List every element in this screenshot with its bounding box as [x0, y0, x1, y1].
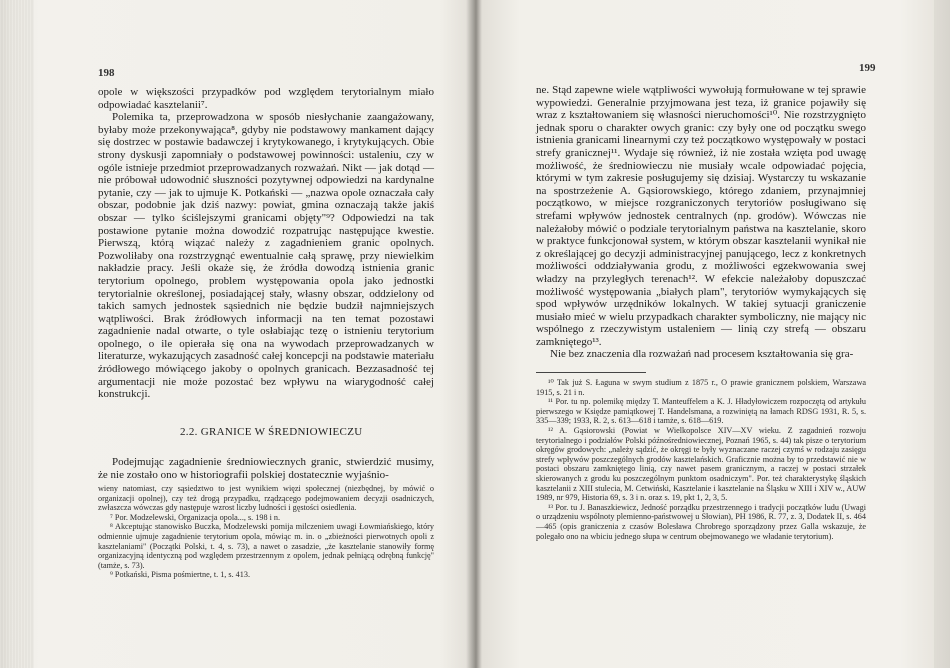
left-body-text — [98, 86, 434, 401]
paragraph: opole w większości przypadków pod względem terytorialnym miało odpowiadać kasztelanii⁷. — [98, 86, 434, 111]
footnote: ¹³ Por. tu J. Banaszkiewicz, Jedność porządku przestrzennego i tradycji początków ludu (Uwagi o urządzeniu wspólnoty plemienno-państwowej u Słowian), PH 1986, R. 77, z. 3, Dodatek II, s. 464—465 (opis graniczenia z czasów Bolesława Chrobrego sporządzony przez Galla wskazuje, że polegało ono na wbiciu jednego słupa w centrum obejmowanego we władanie terytorium). — [536, 502, 866, 541]
section-heading: 2.2. GRANICE W ŚREDNIOWIECZU — [180, 426, 363, 438]
footnote: ¹¹ Por. tu np. polemikę między T. Manteuffelem a K. J. Hładyłowiczem rozpoczętą od artykułu pierwszego w Księdze pamiątkowej T. Handelsmana, a rozwiniętą na łamach RDSG 1931, R. 5, s. 335—339; 1933, R. 2, s. 613—618 i tamże, s. 618—619. — [536, 397, 866, 426]
paragraph: ne. Stąd zapewne wiele wątpliwości wywołują formułowane w tej sprawie wypowiedzi. Generalnie przyjmowana jest teza, iż granice pojawiły się wraz z kształtowaniem się własności nieruchomości¹⁰. Nie rozstrzygnięto jednak sporu o charakter owych granic: czy były one od początku swego istnienia granicami linearnymi czy też początkowo występowały w postaci strefy granicznej¹¹. Wydaje się również, iż nie została wzięta pod uwagę możliwość, że średniowieczu nie musiały wcale odpowiadać pojęcia, którymi w tym zakresie posługujemy się dzisiaj. Wystarczy tu wskazanie na spostrzeżenie A. Gąsiorowskiego, którego zdaniem, przynajmniej początkowo, w miejsce rozgraniczonych terytoriów posługiwano się strefami wpływów jednostek centralnych (np. grodów). Wówczas nie należałoby mówić o podziale terytorialnym państwa na kasztelanie, skoro w praktyce funkcjonował system, w którym obszar kasztelanii wynikał nie z określającej go decyzji administracyjnej panującego, lecz z konkretnych możliwości oddziaływania grodu, z możliwości egzekwowania swej władzy na przyległych terenach¹². W efekcie należałoby dopuszczać możliwość występowania „białych plam", terytoriów wymykających się spod wpływów urzędników lokalnych. W takiej sytuacji graniczenie musiało mieć w wielu przypadkach charakter symboliczny, nie mający nic wspólnego z rzeczywistym ustaleniem — linią czy strefą — obszaru zamkniętego¹³. — [536, 84, 866, 348]
paragraph: Polemika ta, przeprowadzona w sposób niesłychanie zaangażowany, byłaby może przekonywająca⁸, gdyby nie podstawowy mankament dający się dostrzec w postawie badawczej i krytykowanego, i krytykujących. Obie strony dyskusji zapomniały o podstawowej powinności: ustaleniu, czy w ogóle istnieje przedmiot przeprowadzanych rozważań. Nikt — jak dotąd — nie próbował udowodnić słuszności pozytywnej odpowiedzi na kardynalne pytanie, czy — jak to ujmuje K. Potkański — „nazwa opole oznaczała cały obszar, podobnie jak dziś nazwy: powiat, gmina oznaczają także jakiś obszar — tylko ściślejszymi granicami objęty"⁹? Odpowiedzi na tak postawione pytanie można dowodzić rozpatrując następujące kwestie. Pierwszą, którą wiązać należy z zagadnieniem granic opolnych. Pozwoliłaby ona rozstrzygnąć ewentualnie całą sprawę, przy niewielkim nakładzie pracy. Jeśli okaże się, że źródła dowodzą istnienia granic terytorium opolnego, problem występowania opola jako jednostki terytorialnie określonej, posiadającej stały, własny obszar, oddzielony od takich samych jednostek sąsiednich nie będzie budził najmniejszych wątpliwości. Brak źródłowych informacji na ten temat pozostawi zagadnienie nadal otwarte, o tyle osłabiając tezę o istnieniu terytorium opolnego, o ile opierała się ona na wywodach przeprowadzanych w literaturze, wykazujących zasadność całej koncepcji na podstawie materiału źródłowego mówiącego jakoby o opolnych granicach. Bezzasadność tej argumentacji nie może pozostać bez wpływu na wiarygodność całej konstrukcji. — [98, 111, 434, 401]
page-number: 199 — [859, 62, 876, 74]
footnote: ¹⁰ Tak już S. Łaguna w swym studium z 1875 r., O prawie granicznem polskiem, Warszawa 1915, s. 21 i n. — [536, 378, 866, 397]
left-footnotes — [98, 484, 434, 580]
right-body-text — [536, 84, 866, 361]
footnote: ⁹ Potkański, Pisma pośmiertne, t. 1, s. 413. — [110, 570, 250, 580]
footnote: ¹² A. Gąsiorowski (Powiat w Wielkopolsce XIV—XV wieku. Z zagadnień rozwoju terytorialnego i podziałów Polski późnośredniowiecznej, Poznań 1965, s. 44) tak pisze o terytorium okręgów grodowych: „należy sądzić, że okręgi te były wyznaczane raczej czymś w rodzaju zasięgu strefy wpływów poszczególnych grodów kasztelańskich. Graficznie można by to przedstawić nie w postaci obszaru zamkniętego linią, czy nawet pasem granicznym, a raczej w postaci strzałek skierowanych z grodu ku poszczególnym punktom osadniczym". Por. też charakterystykę śląskich kasztelanii z XIII stulecia, M. Cetwiński, Kasztelanie i kasztelanie na Śląsku w XIII i XIV w., AUW 1989, nr 979, Historia 69, s. 3 i n. oraz s. 19, pkt 1, 2, 3, 5. — [536, 425, 866, 503]
footnote-continuation: wieny natomiast, czy sąsiedztwo to jest wynikiem więzi społecznej (niezbędnej, by mówić o organizacji opolnej), czy też drogą przypadku, rządzącego podejmowaniem decyzji osadniczych, zwłaszcza wówczas gdy następuje wzrost liczby ludności i gęstości osiedlenia. — [98, 484, 434, 513]
section-intro — [98, 456, 434, 481]
paragraph: Nie bez znaczenia dla rozważań nad procesem kształtowania się gra- — [550, 348, 854, 361]
page-number: 198 — [98, 67, 115, 79]
footnote-separator — [536, 372, 646, 373]
right-footnotes — [536, 378, 866, 541]
right-page — [478, 0, 950, 668]
footnote: ⁸ Akceptując stanowisko Buczka, Modzelewski pomija milczeniem uwagi Łowmiańskiego, który odmiennie ujmuje zagadnienie terytorium opola, mówiąc m. in. o „zbieżności pierwotnych opoli z kasztelaniami" (Początki Polski, t. 4, s. 73), a nawet o zasadzie, „że kasztelanie stanowiły formę organizacyjną identyczną pod względem przestrzennym z opolem, jednak pełniącą odrębną funkcję" (tamże, s. 73). — [98, 522, 434, 570]
footnote: ⁷ Por. Modzelewski, Organizacja opola..., s. 198 i n. — [110, 512, 281, 522]
paragraph: Podejmując zagadnienie średniowiecznych granic, stwierdzić musimy, że nie zostało ono w historiografii polskiej dostatecznie wyjaśnio- — [98, 456, 434, 481]
